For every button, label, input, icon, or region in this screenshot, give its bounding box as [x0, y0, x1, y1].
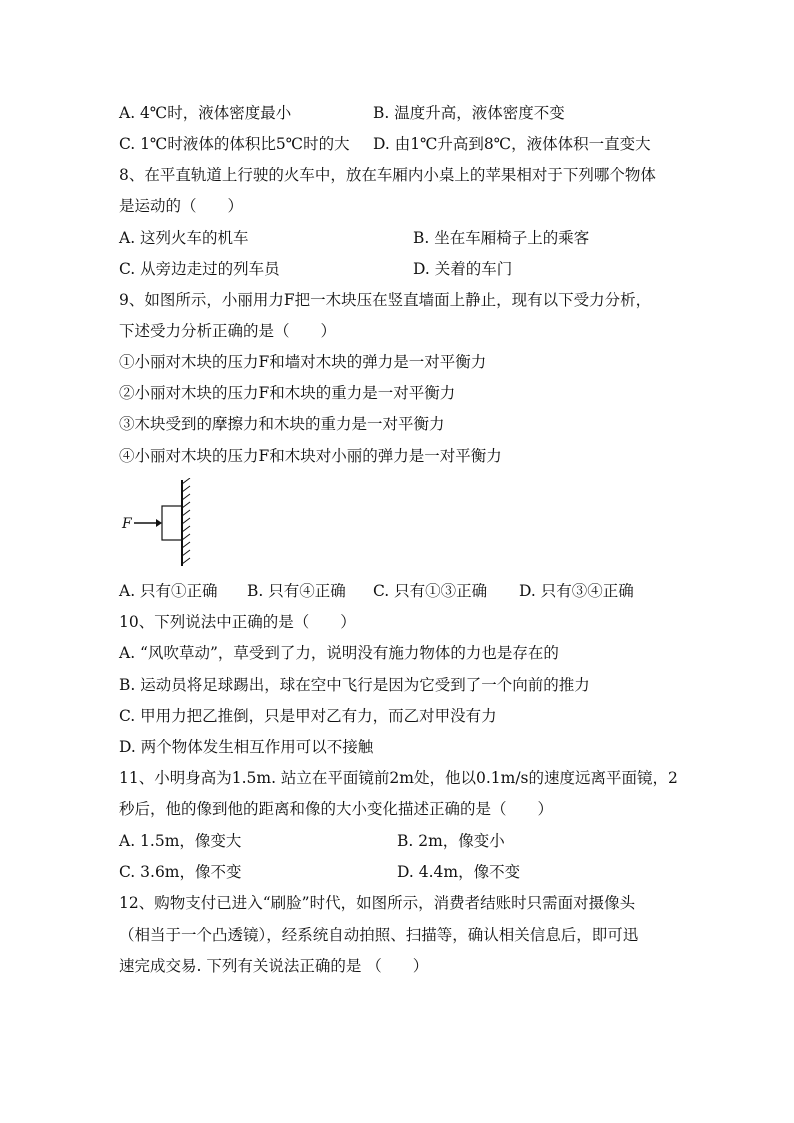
- q9-stem-line2: 下述受力分析正确的是（ ）: [119, 322, 337, 340]
- q12-stem-line2: （相当于一个凸透镜），经系统自动拍照、扫描等，确认相关信息后，即可迅: [119, 926, 639, 944]
- q7-option-a: A. 4℃时，液体密度最小: [119, 104, 292, 122]
- q10-stem: 10、下列说法中正确的是（ ）: [119, 613, 356, 631]
- q10-option-a: A. “风吹草动”，草受到了力，说明没有施力物体的力也是存在的: [119, 644, 559, 662]
- q11-option-d: D. 4.4m，像不变: [397, 863, 521, 881]
- force-label: F: [122, 516, 132, 532]
- q8-option-c: C. 从旁边走过的列车员: [119, 260, 280, 278]
- q11-stem-line1: 11、小明身高为1.5m. 站立在平面镜前2m处，他以0.1m/s的速度远离平面镜，2: [119, 769, 678, 787]
- q8-stem-line2: 是运动的（ ）: [119, 197, 244, 215]
- q12-stem-line1: 12、购物支付已进入“刷脸”时代，如图所示，消费者结账时只需面对摄像头: [119, 894, 636, 912]
- q9-force-diagram: [118, 478, 198, 568]
- q8-option-a: A. 这列火车的机车: [119, 229, 249, 247]
- q10-option-d: D. 两个物体发生相互作用可以不接触: [119, 738, 374, 756]
- q9-option-d: D. 只有③④正确: [519, 582, 634, 600]
- q9-option-c: C. 只有①③正确: [373, 582, 488, 600]
- wooden-block: [162, 506, 182, 540]
- q8-option-d: D. 关着的车门: [413, 260, 513, 278]
- q8-option-b: B. 坐在车厢椅子上的乘客: [413, 229, 590, 247]
- q7-option-b: B. 温度升高，液体密度不变: [373, 104, 565, 122]
- q9-option-b: B. 只有④正确: [247, 582, 346, 600]
- q10-option-b: B. 运动员将足球踢出，球在空中飞行是因为它受到了一个向前的推力: [119, 676, 590, 694]
- q11-option-c: C. 3.6m，像不变: [119, 863, 242, 881]
- q9-statement-1: ①小丽对木块的压力F和墙对木块的弹力是一对平衡力: [119, 353, 487, 371]
- q9-statement-4: ④小丽对木块的压力F和木块对小丽的弹力是一对平衡力: [119, 447, 502, 465]
- q10-option-c: C. 甲用力把乙推倒，只是甲对乙有力，而乙对甲没有力: [119, 707, 497, 725]
- q8-stem-line1: 8、在平直轨道上行驶的火车中，放在车厢内小桌上的苹果相对于下列哪个物体: [119, 166, 656, 184]
- q12-stem-line3: 速完成交易. 下列有关说法正确的是 （ ）: [119, 957, 429, 975]
- q9-stem-line1: 9、如图所示，小丽用力F把一木块压在竖直墙面上静止，现有以下受力分析，: [119, 291, 652, 309]
- q11-stem-line2: 秒后，他的像到他的距离和像的大小变化描述正确的是（ ）: [119, 800, 554, 818]
- q9-statement-3: ③木块受到的摩擦力和木块的重力是一对平衡力: [119, 415, 445, 433]
- wall-hatching: [182, 478, 190, 564]
- q7-option-d: D. 由1℃升高到8℃，液体体积一直变大: [373, 135, 651, 153]
- force-arrow-head: [156, 519, 162, 527]
- q9-statement-2: ②小丽对木块的压力F和木块的重力是一对平衡力: [119, 384, 456, 402]
- q7-option-c: C. 1℃时液体的体积比5℃时的大: [119, 135, 350, 153]
- q11-option-b: B. 2m，像变小: [397, 832, 505, 850]
- q11-option-a: A. 1.5m，像变大: [119, 832, 242, 850]
- q9-option-a: A. 只有①正确: [119, 582, 218, 600]
